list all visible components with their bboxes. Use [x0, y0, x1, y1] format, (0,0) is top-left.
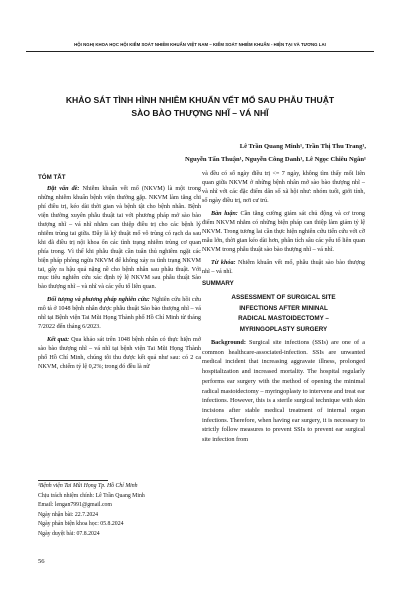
footnote-affiliation: ¹Bệnh viện Tai Mũi Họng Tp. Hồ Chí Minh	[38, 483, 138, 489]
title-line-2: SÀO BÀO THƯỢNG NHĨ – VÁ NHĨ	[131, 108, 269, 118]
authors-line-2: Nguyễn Tấn Thuận¹, Nguyễn Công Danh¹, Lê Ngọc Chiêu Ngân¹	[184, 156, 366, 163]
footnote-divider	[38, 480, 108, 481]
footnote-received: Ngày nhận bài: 22.7.2024	[38, 511, 99, 518]
vi-abstract-heading: TÓM TẮT	[38, 174, 66, 181]
left-column	[38, 170, 201, 376]
page-number: 56	[38, 558, 45, 565]
vi-results-paragraph	[38, 336, 201, 372]
vi-results-continued: và đều có số ngày điều trị <= 7 ngày, không tìm thấy mối liên quan giữa NKVM ở những bệnh nhân mở sào bào thượng nhĩ – và nhĩ với các đặc điểm dân số xã hội như: nhóm tuổi, giới tính, số ngày điều trị, nơi cư trú.	[202, 171, 365, 204]
title-line-1: KHẢO SÁT TÌNH HÌNH NHIỄM KHUẨN VẾT MỔ SAU PHẪU THUẬT	[65, 95, 335, 105]
vi-results-lead: Kết quả:	[47, 337, 70, 344]
en-title-line-2: INFECTIONS AFTER MININAL	[239, 304, 328, 312]
footnote-reviewed: Ngày phản biện khoa học: 05.8.2024	[38, 521, 124, 528]
en-background-text: Surgical site infections (SSIs) are one of a common healthcare-associated-infection. SSIs are unwanted medical incident that increasing aggravate illness, prolonged hospitalization and increased mortality. The hospital regularly performs ear surgery with the method of opening the minimal radical mastoidectomy – myringoplasty to intervene and treat ear infections. However, this is a sterile surgical technique with skin incisions after stable medical treatment of internal organ infections. Therefore, when having ear surgery, it is necessary to strictly follow measures to prevent SSIs to prevent ear surgical site infection from	[202, 339, 365, 444]
vi-keywords-paragraph	[202, 259, 365, 277]
vi-methods-lead: Đối tượng và phương pháp nghiên cứu:	[47, 297, 150, 304]
footnote-block	[38, 482, 201, 540]
article-title	[40, 94, 360, 120]
vi-discussion-lead: Bàn luận:	[211, 210, 238, 217]
footnote-accepted: Ngày duyệt bài: 07.8.2024	[38, 530, 100, 537]
en-background-paragraph	[202, 338, 365, 445]
author-list	[46, 140, 366, 166]
vi-results-text: Qua khảo sát trên 1048 bệnh nhân có thực hiện mở sào bào thượng nhĩ – vá nhĩ tại bệnh viện Tai Mũi Họng Thành phố Hồ Chí Minh, chúng tôi thu được kết quả như sau: có 2 ca NKVM, chiếm tỷ lệ 0,2%; trong đó đều là nữ	[38, 337, 201, 371]
vi-discussion-text: Cần tăng cường giám sát chủ động và cơ trong điểm NKVM nhằm có những biện pháp can thiệp làm giảm tỷ lệ NKVM. Trong tương lai cần thực hiện nghiên cứu tiến cứu với cỡ mẫu lớn, thời gian kéo dài hơn, phân tích sâu các yếu tố liên quan NKVM trong phẫu thuật sào bào thượng nhĩ – vá nhĩ.	[202, 210, 365, 253]
running-header: HỘI NGHỊ KHOA HỌC HỘI KIỂM SOÁT NHIỄM KHUẨN VIỆT NAM – KIỂM SOÁT NHIỄM KHUẨN - HIỆN TẠI VÀ TƯƠNG LAI	[74, 42, 326, 47]
right-column	[202, 170, 365, 449]
en-title-line-4: MYRINGOPLASTY SURGERY	[239, 325, 328, 333]
vi-background-paragraph	[38, 185, 201, 292]
en-title-line-3: RADICAL MASTOIDECTOMY –	[238, 315, 329, 323]
en-article-title	[202, 293, 365, 335]
en-background-lead: Background:	[211, 339, 246, 347]
vi-keywords-lead: Từ khóa:	[211, 259, 236, 266]
vi-discussion-paragraph	[202, 210, 365, 255]
en-abstract-body	[202, 338, 365, 445]
authors-line-1: Lê Trần Quang Minh¹, Trần Thị Thu Trang¹,	[239, 143, 366, 150]
footnote-email: Email: lengan7991@gmail.com	[38, 502, 112, 509]
vi-methods-text: Nghiên cứu hồi cứu mô tả ở 1048 bệnh nhân được phẫu thuật Sào bào thượng nhĩ – vá nhĩ tại Bệnh viện Tai Mũi Họng Thành phố Hồ Chí Minh từ tháng 7/2022 đến tháng 6/2023.	[38, 297, 201, 331]
en-summary-heading: SUMMARY	[202, 280, 234, 288]
en-title-line-1: ASSESSMENT OF SURGICAL SITE	[231, 294, 336, 302]
vi-background-lead: Đặt vấn đề:	[47, 185, 80, 192]
header-divider	[26, 51, 374, 52]
vi-keywords-text: Nhiễm khuẩn vết mổ, phẫu thuật sào bào thượng nhĩ – vá nhĩ.	[202, 259, 365, 275]
vi-background-text: Nhiễm khuẩn vết mổ (NKVM) là một trong những nhiễm khuẩn bệnh viện thường gặp. NKVM làm tăng chi phí điều trị, kéo dài thời gian và bệnh tật cho bệnh nhân. Bệnh viện thường xuyên phẫu thuật tai với phương pháp mở sào bào thượng nhĩ – vá nhĩ nhằm can thiệp điều trị cho các bệnh lý nhiễm trùng tai giữa. Đây là kỹ thuật mổ vô trùng có rạch da sau khi đã điều trị nội khoa ổn các tình trạng nhiễm trùng cơ quan phía trong. Vì thế khi phẫu thuật cần tuân thủ nghiêm ngặt các biện pháp phòng ngừa NKVM để không xảy ra tình trạng NKVM tai, gây ra hậu quả nặng nề cho bệnh nhân sau phẫu thuật. Với mục tiêu nghiên cứu xác định tỷ lệ NKVM sau phẫu thuật Sào bào thượng nhĩ – và nhĩ và các yếu tố liên quan.	[38, 185, 201, 291]
footnote-corresponding: Chịu trách nhiệm chính: Lê Trần Quang Minh	[38, 492, 145, 499]
vi-methods-paragraph	[38, 296, 201, 332]
